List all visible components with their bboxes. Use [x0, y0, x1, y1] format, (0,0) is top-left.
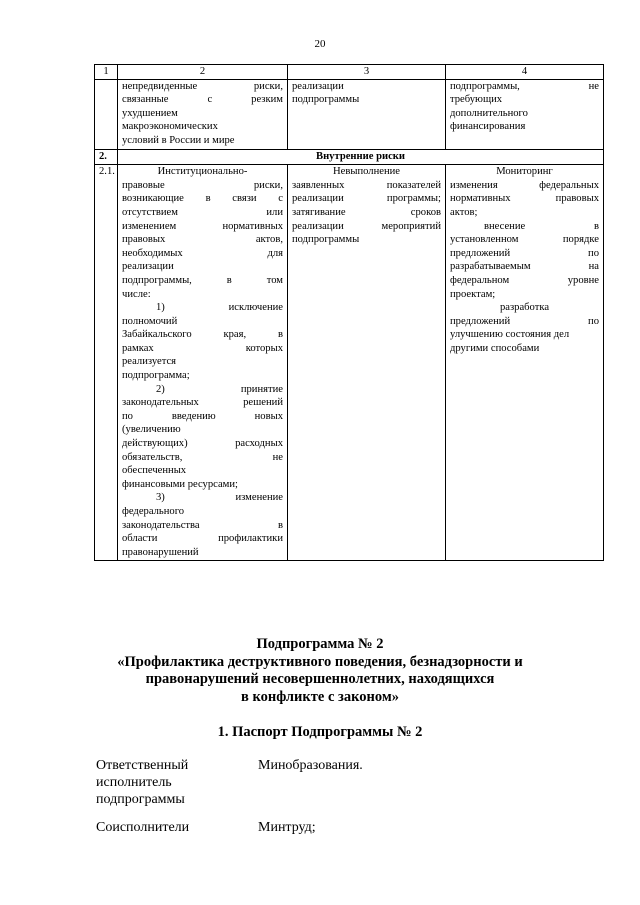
cell-line: ухудшением — [122, 107, 178, 119]
table-row — [95, 79, 604, 149]
cell-line: реализации — [292, 80, 344, 92]
cell-line: законодательных решений — [122, 397, 283, 409]
measures-cell — [446, 79, 604, 149]
title-line: в конфликте с законом» — [241, 688, 399, 705]
cell-line: другими способами — [450, 342, 540, 354]
table-row — [95, 165, 604, 561]
cell-line: подпрограмма; — [122, 370, 190, 382]
cell-line: Невыполнение — [333, 166, 400, 178]
cell-line: действующих) расходных — [122, 438, 283, 450]
cell-line: правонарушений — [122, 546, 199, 558]
cell-line: подпрограммы — [292, 94, 360, 106]
cell-line: по введению новых — [122, 410, 283, 422]
header-cell: 3 — [288, 65, 446, 80]
cell-line: условий в России и мире — [122, 134, 235, 146]
cell-line: законодательства в — [122, 519, 283, 531]
label-line: Соисполнители — [96, 820, 190, 835]
label-line: подпрограммы — [96, 792, 185, 807]
measures-cell — [446, 165, 604, 561]
consequences-cell — [288, 79, 446, 149]
cell-line: дополнительного — [450, 107, 528, 119]
cell-line: возникающие в связи с — [122, 193, 283, 205]
cell-line: предложений по — [450, 315, 599, 327]
cell-line: актов; — [450, 206, 478, 218]
subprogram-title — [0, 636, 640, 706]
cell-line: 2) принятие — [156, 383, 283, 395]
title-line: правонарушений несовершеннолетних, находящихся — [145, 671, 495, 687]
label-line: исполнитель — [96, 775, 172, 790]
header-cell: 2 — [118, 65, 288, 80]
field-value-responsible: Минобразования. — [258, 758, 363, 773]
cell-line: реализации — [122, 261, 174, 273]
row-number-cell — [95, 79, 118, 149]
row-number-cell: 2.1. — [95, 165, 118, 561]
cell-line: числе: — [122, 288, 151, 300]
section-title: Внутренние риски — [118, 149, 604, 165]
title-line: Подпрограмма № 2 — [256, 636, 384, 652]
section-number: 2. — [95, 149, 118, 165]
header-cell: 1 — [95, 65, 118, 80]
cell-line: макроэкономических — [122, 121, 218, 133]
cell-line: реализуется — [122, 356, 177, 368]
cell-line: обеспеченных — [122, 465, 187, 477]
cell-line: Забайкальского края, в — [122, 329, 283, 341]
cell-line: отсутствием или — [122, 206, 283, 218]
cell-line: требующих — [450, 94, 503, 106]
cell-line: нормативных правовых — [450, 193, 599, 205]
cell-line: финансовыми ресурсами; — [122, 478, 238, 490]
cell-line: федеральном уровне — [450, 274, 599, 286]
cell-line: подпрограммы, не — [450, 80, 599, 92]
header-cell: 4 — [446, 65, 604, 80]
cell-line: Мониторинг — [496, 166, 553, 178]
cell-line: реализации мероприятий — [292, 220, 441, 232]
cell-line: полномочий — [122, 315, 178, 327]
cell-line: правовых актов, — [122, 234, 283, 246]
table-section-row — [95, 149, 604, 165]
cell-line: изменения федеральных — [450, 179, 599, 191]
cell-line: затягивание сроков — [292, 206, 441, 218]
cell-line: установленном порядке — [450, 234, 599, 246]
cell-line: Институционально- — [157, 166, 248, 178]
cell-line: заявленных показателей — [292, 179, 441, 191]
cell-line: реализации программы; — [292, 193, 441, 205]
risk-table — [94, 64, 604, 561]
consequences-cell — [288, 165, 446, 561]
risk-description-cell — [118, 165, 288, 561]
cell-line: области профилактики — [122, 533, 283, 545]
cell-line: 3) изменение — [156, 492, 283, 504]
risk-description-cell — [118, 79, 288, 149]
field-value-coexecutors: Минтруд; — [258, 820, 316, 835]
cell-line: предложений по — [450, 247, 599, 259]
cell-line: финансирования — [450, 121, 526, 133]
cell-line: изменением нормативных — [122, 220, 283, 232]
cell-line: 1) исключение — [156, 302, 283, 314]
cell-line: проектам; — [450, 288, 496, 300]
cell-line: правовые риски, — [122, 179, 283, 191]
cell-line: улучшению состояния дел — [450, 329, 570, 341]
field-label-coexecutors — [96, 819, 189, 836]
page-number: 20 — [314, 38, 326, 50]
cell-line: разработка — [499, 302, 550, 314]
cell-line: подпрограммы, в том — [122, 274, 283, 286]
title-line: «Профилактика деструктивного поведения, безнадзорности и — [117, 653, 523, 670]
cell-line: необходимых для — [122, 247, 283, 259]
cell-line: федерального — [122, 506, 185, 517]
cell-line: внесение в — [484, 220, 599, 232]
field-label-responsible — [96, 757, 188, 808]
cell-line: подпрограммы — [292, 234, 360, 246]
cell-line: обязательств, не — [122, 451, 283, 463]
table-header-row — [95, 65, 604, 80]
cell-line: рамках которых — [122, 342, 283, 354]
cell-line: разрабатываемым на — [450, 261, 599, 273]
cell-line: (увеличению — [122, 424, 181, 436]
cell-line: непредвиденные риски, — [122, 80, 283, 92]
passport-title: 1. Паспорт Подпрограммы № 2 — [217, 724, 423, 740]
label-line: Ответственный — [96, 758, 189, 773]
cell-line: связанные с резким — [122, 94, 283, 106]
